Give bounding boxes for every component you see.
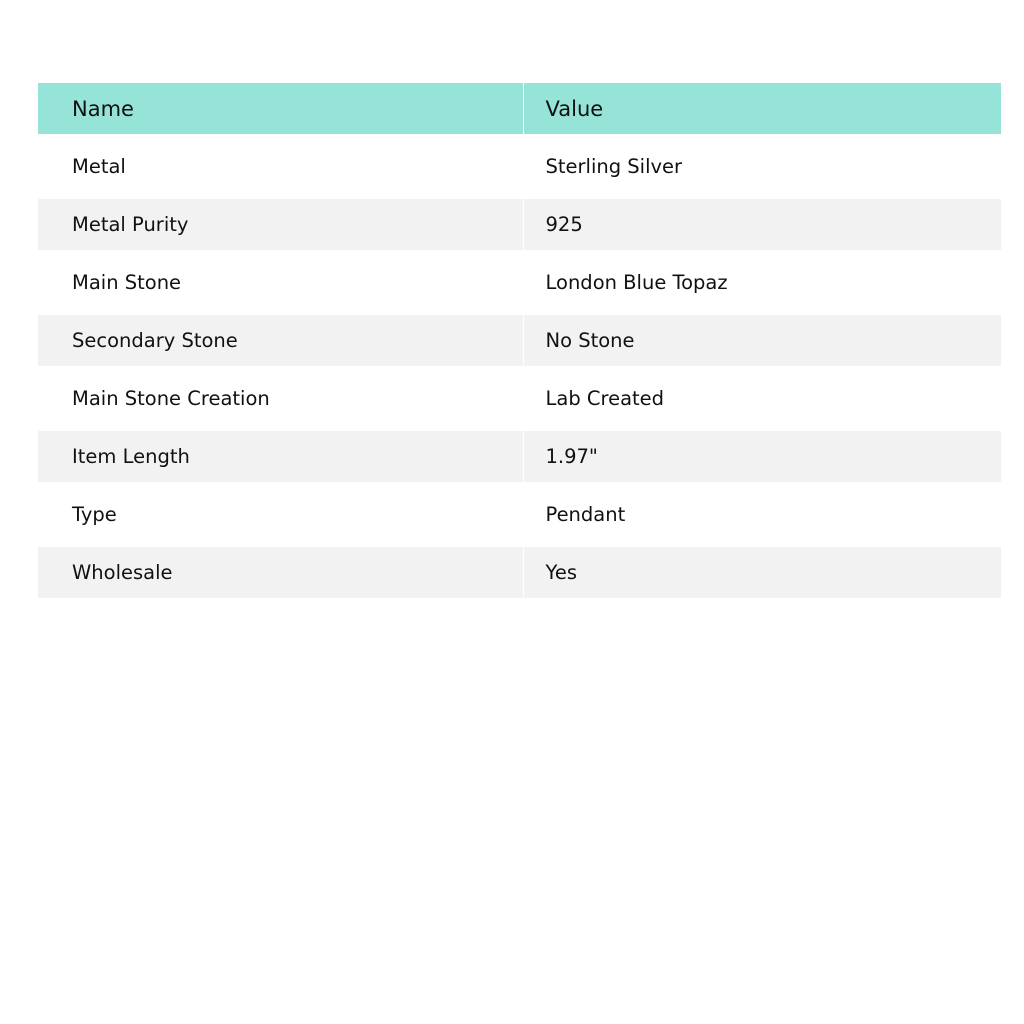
cell-name: Wholesale bbox=[38, 547, 523, 598]
cell-name: Metal bbox=[38, 134, 523, 199]
cell-name: Metal Purity bbox=[38, 199, 523, 250]
table-row bbox=[38, 431, 1001, 482]
table-row bbox=[38, 366, 1001, 431]
table-row bbox=[38, 199, 1001, 250]
table-row bbox=[38, 547, 1001, 598]
cell-value: 925 bbox=[523, 199, 1001, 250]
cell-value: Yes bbox=[523, 547, 1001, 598]
column-header-value: Value bbox=[523, 83, 1001, 134]
cell-name: Main Stone bbox=[38, 250, 523, 315]
header-row bbox=[38, 83, 1001, 134]
cell-value: No Stone bbox=[523, 315, 1001, 366]
table-body bbox=[38, 134, 1001, 598]
cell-name: Item Length bbox=[38, 431, 523, 482]
column-header-name: Name bbox=[38, 83, 523, 134]
cell-value: Lab Created bbox=[523, 366, 1001, 431]
table-row bbox=[38, 482, 1001, 547]
cell-value: Sterling Silver bbox=[523, 134, 1001, 199]
table-row bbox=[38, 250, 1001, 315]
cell-value: London Blue Topaz bbox=[523, 250, 1001, 315]
cell-name: Type bbox=[38, 482, 523, 547]
cell-name: Secondary Stone bbox=[38, 315, 523, 366]
table-row bbox=[38, 134, 1001, 199]
spec-table-container bbox=[38, 83, 1001, 598]
spec-table bbox=[38, 83, 1001, 598]
table-row bbox=[38, 315, 1001, 366]
cell-name: Main Stone Creation bbox=[38, 366, 523, 431]
table-header bbox=[38, 83, 1001, 134]
cell-value: Pendant bbox=[523, 482, 1001, 547]
cell-value: 1.97" bbox=[523, 431, 1001, 482]
